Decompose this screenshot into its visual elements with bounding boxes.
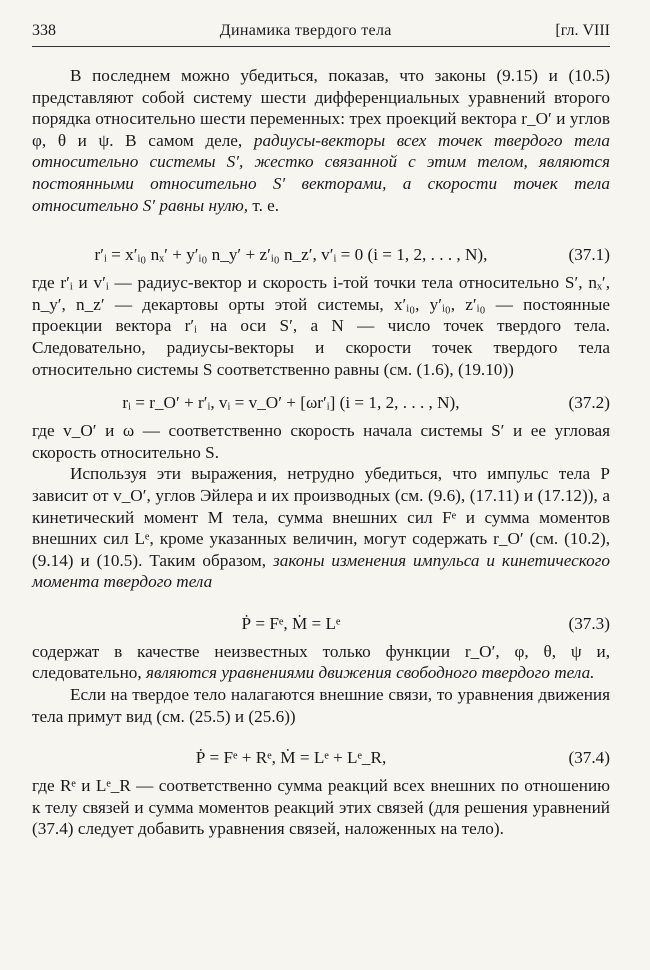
page-header [32, 22, 610, 47]
equation-37-3 [32, 607, 610, 641]
paragraph-2: где r′ᵢ и v′ᵢ — радиус-вектор и скорость i-той точки тела относительно S′, nₓ′, n_y′, n_z′ — декартовы орты этой системы, x′ᵢ₀, y′ᵢ₀, z′ᵢ₀ — постоянные проекции вектора r′ᵢ на оси S′, а N — число точек твердого тела. Следовательно, радиусы-векторы и скорости точек твердого тела относительно системы S соответственно равны (см. (1.6), (19.10)) [32, 273, 610, 379]
equation-37-4-number: (37.4) [568, 748, 610, 768]
equation-37-2-body: rᵢ = r_O′ + r′ᵢ, vᵢ = v_O′ + [ωr′ᵢ] (i = 1, 2, . . . , N), [122, 393, 460, 413]
paragraph-4: Используя эти выражения, нетрудно убедиться, что импульс тела P зависит от v_O′, углов Эйлера и их производных (см. (9.6), (17.11) и (17.12)), а кинетический момент M тела, сумма внешних сил Fᵉ и сумма моментов внешних сил Lᵉ, кроме указанных величин, могут содержать r_O′ (см. (10.2), (9.14) и (10.5). Таким образом, законы изменения импульса и кинетического момента твердого тела [32, 464, 611, 592]
equation-37-2-number: (37.2) [568, 393, 610, 413]
equation-37-1 [32, 238, 610, 272]
equation-37-4 [32, 741, 610, 775]
paragraph-4-italic: законы изменения импульса и кинетического момента твердого тела [32, 550, 611, 592]
running-title: Динамика твердого тела [219, 22, 392, 39]
equation-37-3-body: Ṗ = Fᵉ, Ṁ = Lᵉ [241, 613, 341, 633]
paragraph-3: где v_O′ и ω — соответственно скорость начала системы S′ и ее угловая скорость относительно S. [32, 421, 610, 462]
equation-37-4-body: Ṗ = Fᵉ + Rᵉ, Ṁ = Lᵉ + Lᵉ_R, [195, 748, 387, 768]
chapter-label: [гл. VIII [555, 22, 610, 39]
equation-37-3-number: (37.3) [568, 613, 610, 633]
paragraph-5: содержат в качестве неизвестных только функции r_O′, φ, θ, ψ и, следовательно, являются уравнениями движения свободного твердого тела. [32, 641, 610, 683]
paragraph-7: где Rᵉ и Lᵉ_R — соответственно сумма реакций всех внешних по отношению к телу связей и сумма моментов реакций этих связей (для решения уравнений (37.4) следует добавить уравнения связей, наложенных на тело). [32, 776, 610, 839]
equation-37-1-number: (37.1) [568, 245, 610, 265]
page-number: 338 [32, 22, 56, 39]
paragraph-1: В последнем можно убедиться, показав, что законы (9.15) и (10.5) представляют собой систему шести дифференциальных уравнений второго порядка относительно шести переменных: трех проекций вектора r_O′ и углов φ, θ и ψ. В самом деле, радиусы-векторы всех точек твердого тела относительно системы S′, жестко связанной с этим телом, являются постоянными относительно S′ векторами, а скорости точек тела относительно S′ равны нулю, т. е. [32, 66, 611, 215]
paragraph-1-italic: радиусы-векторы всех точек твердого тела относительно системы S′, жестко связанной с этим телом, являются постоянными относительно S′ векторами, а скорости точек тела относительно S′ равны нулю, [32, 130, 611, 215]
equation-37-1-body: r′ᵢ = x′ᵢ₀ nₓ′ + y′ᵢ₀ n_y′ + z′ᵢ₀ n_z′, v′ᵢ = 0 (i = 1, 2, . . . , N), [94, 245, 488, 265]
paragraph-5-italic: являются уравнениями движения свободного твердого тела. [145, 663, 595, 683]
equation-37-2 [32, 386, 610, 420]
paragraph-6: Если на твердое тело налагаются внешние связи, то уравнения движения тела примут вид (см. (25.5) и (25.6)) [32, 685, 610, 726]
book-page [32, 22, 610, 840]
